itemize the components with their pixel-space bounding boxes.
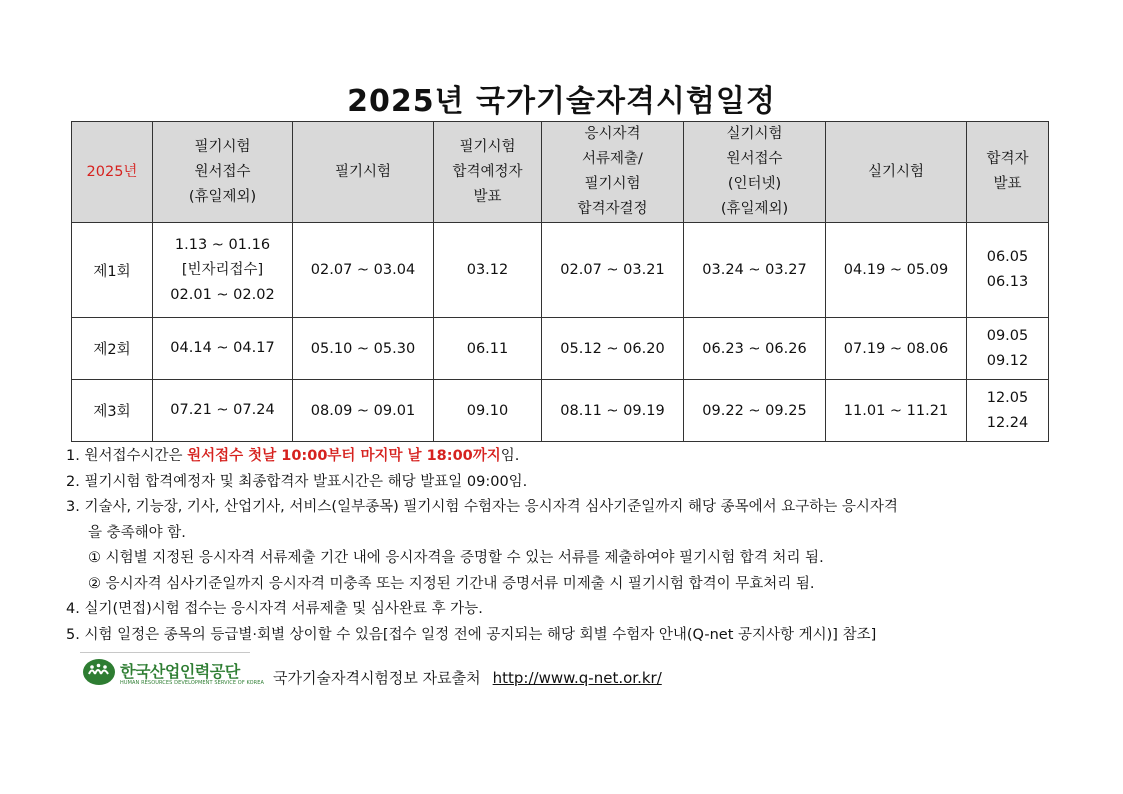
note-3-continued: 을 충족해야 함. [88, 524, 186, 541]
cell-practical-apply: 09.22 ~ 09.25 [684, 380, 826, 442]
cell-written-apply: 07.21 ~ 07.24 [153, 380, 293, 442]
cell-written-exam: 05.10 ~ 05.30 [293, 318, 434, 380]
header-cell: 실기시험 원서접수 (인터넷) (휴일제외) [684, 122, 826, 223]
cell-round: 제3회 [72, 380, 153, 442]
cell-written-apply: 1.13 ~ 01.16 [빈자리접수] 02.01 ~ 02.02 [153, 223, 293, 318]
cell-practical-exam: 11.01 ~ 11.21 [826, 380, 967, 442]
cell-round: 제2회 [72, 318, 153, 380]
table-row [72, 380, 1049, 442]
cell-written-result: 09.10 [434, 380, 542, 442]
note-2: 2. 필기시험 합격예정자 및 최종합격자 발표시간은 해당 발표일 09:00임. [66, 473, 528, 490]
header-cell: 실기시험 [826, 122, 967, 223]
cell-practical-exam: 07.19 ~ 08.06 [826, 318, 967, 380]
note-3-b: ② 응시자격 심사기준일까지 응시자격 미충족 또는 지정된 기간내 증명서류 미제출 시 필기시험 합격이 무효처리 됨. [88, 575, 815, 592]
header-cell: 필기시험 합격예정자 발표 [434, 122, 542, 223]
cell-written-exam: 08.09 ~ 09.01 [293, 380, 434, 442]
note-5: 5. 시험 일정은 종목의 등급별·회별 상이할 수 있음[접수 일정 전에 공지되는 해당 회별 수험자 안내(Q-net 공지사항 게시)] 참조] [66, 626, 877, 643]
table-header-row [72, 122, 1049, 223]
note-4: 4. 실기(면접)시험 접수는 응시자격 서류제출 및 심사완료 후 가능. [66, 601, 483, 617]
hrdk-logo [80, 652, 264, 691]
header-cell: 필기시험 [293, 122, 434, 223]
cell-final: 09.05 09.12 [967, 318, 1049, 380]
source-label: 국가기술자격시험정보 자료출처 [273, 669, 481, 687]
note-3: 3. 기술사, 기능장, 기사, 산업기사, 서비스(일부종목) 필기시험 수험자는 응시자격 심사기준일까지 해당 종목에서 요구하는 응시자격 [66, 499, 898, 515]
cell-practical-exam: 04.19 ~ 05.09 [826, 223, 967, 318]
note-3-a: ① 시험별 지정된 응시자격 서류제출 기간 내에 응시자격을 증명할 수 있는 서류를 제출하여야 필기시험 합격 처리 됨. [88, 550, 824, 566]
header-cell: 응시자격 서류제출/ 필기시험 합격자결정 [542, 122, 684, 223]
source-link[interactable]: http://www.q-net.or.kr/ [492, 669, 662, 687]
cell-written-result: 06.11 [434, 318, 542, 380]
table-row [72, 223, 1049, 318]
cell-written-result: 03.12 [434, 223, 542, 318]
notes-list [66, 444, 1051, 648]
cell-final: 06.05 06.13 [967, 223, 1049, 318]
hrdk-emblem-icon [82, 657, 116, 687]
cell-practical-apply: 06.23 ~ 06.26 [684, 318, 826, 380]
cell-practical-apply: 03.24 ~ 03.27 [684, 223, 826, 318]
header-cell: 합격자 발표 [967, 122, 1049, 223]
cell-docs: 02.07 ~ 03.21 [542, 223, 684, 318]
cell-docs: 05.12 ~ 06.20 [542, 318, 684, 380]
logo-subtitle: HUMAN RESOURCES DEVELOPMENT SERVICE OF KOREA [120, 680, 264, 686]
cell-docs: 08.11 ~ 09.19 [542, 380, 684, 442]
page-title: 2025년 국가기술자격시험일정 [347, 84, 776, 119]
cell-final: 12.05 12.24 [967, 380, 1049, 442]
exam-schedule-table [71, 121, 1049, 442]
source-line [273, 667, 662, 688]
cell-written-apply: 04.14 ~ 04.17 [153, 318, 293, 380]
cell-round: 제1회 [72, 223, 153, 318]
header-year: 2025년 [72, 122, 153, 223]
note-1-highlight: 원서접수 첫날 10:00부터 마지막 날 18:00까지 [187, 448, 501, 464]
logo-name: 한국산업인력공단 [120, 662, 240, 681]
note-1: 1. 원서접수시간은 원서접수 첫날 10:00부터 마지막 날 18:00까지임. [66, 448, 520, 464]
header-cell: 필기시험 원서접수 (휴일제외) [153, 122, 293, 223]
table-row [72, 318, 1049, 380]
cell-written-exam: 02.07 ~ 03.04 [293, 223, 434, 318]
